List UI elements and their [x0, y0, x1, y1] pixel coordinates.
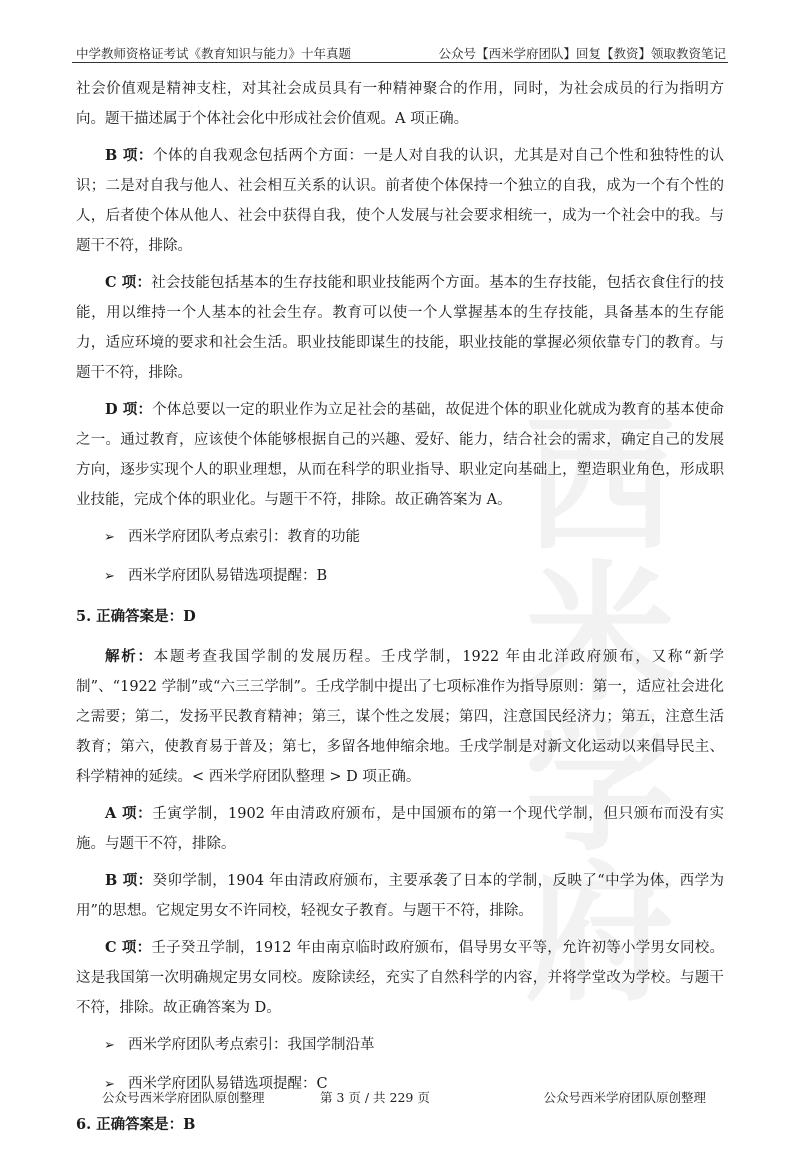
option-text: 社会技能包括基本的生存技能和职业技能两个方面。基本的生存技能，包括衣食住行的技能，用以维持一个人基本的社会生存。教育可以使一个人掌握基本的生存技能，具备基本的生存能力，适应环境的要求和社会生活。职业技能即谋生的技能，职业技能的掌握必须依靠专门的教育。与题干不符，排除。 — [76, 275, 724, 381]
header-promo: 公众号【西米学府团队】回复【教资】领取教资笔记 — [438, 46, 726, 61]
option-text: 壬寅学制，1902 年由清政府颁布，是中国颁布的第一个现代学制，但只颁布而没有实施。与题干不符，排除。 — [76, 806, 724, 852]
q4-option-d — [76, 395, 724, 515]
option-text: 壬子癸丑学制，1912 年由南京临时政府颁布，倡导男女平等，允许初等小学男女同校。这是我国第一次明确规定男女同校。废除读经，充实了自然科学的内容，并将学堂改为学校。与题干不符，排除。故正确答案为 D。 — [76, 940, 724, 1016]
q4-option-b — [76, 141, 724, 261]
q4-knowledge-point: ➢ 西米学府团队考点索引：教育的功能 — [76, 522, 724, 553]
arrow-bullet-icon: ➢ — [104, 1038, 115, 1053]
analysis-label: 解析： — [105, 648, 154, 665]
option-label: B 项： — [105, 872, 153, 889]
option-label: C 项： — [105, 274, 152, 291]
option-text: 个体的自我观念包括两个方面：一是人对自我的认识，尤其是对自己个性和独特性的认识；二是对自我与他人、社会相互关系的认识。前者使个体保持一个独立的自我，成为一个有个性的人，后者使个体从他人、社会中获得自我，使个人发展与社会要求相统一，成为一个社会中的我。与题干不符，排除。 — [76, 148, 724, 254]
page-number: 第 3 页 / 共 229 页 — [320, 1090, 430, 1105]
q5-option-b — [76, 866, 724, 926]
arrow-bullet-icon: ➢ — [104, 1077, 115, 1092]
analysis-text: 本题考查我国学制的发展历程。壬戌学制，1922 年由北洋政府颁布，又称“新学制”、“1922 学制”或“六三三学制”。壬戌学制中提出了七项标准作为指导原则：第一，适应社会进化之需要；第二，发扬平民教育精神；第三，谋个性之发展；第四，注意国民经济力；第五，注意生活教育；第六，使教育易于普及；第七，多留各地伸缩余地。壬戌学制是对新文化运动以来倡导民主、科学精神的延续。< 西米学府团队整理 > D 项正确。 — [76, 649, 725, 785]
watermark: 西米学府 — [524, 398, 675, 1022]
q5-option-c — [76, 933, 724, 1023]
q5-error-reminder: ➢ 西米学府团队易错选项提醒：C — [76, 1069, 724, 1100]
page-header — [72, 40, 728, 63]
arrow-bullet-icon: ➢ — [104, 569, 115, 584]
q4-option-c — [76, 268, 724, 388]
q4-paragraph-a: 社会价值观是精神支柱，对其社会成员具有一种精神聚合的作用，同时，为社会成员的行为指明方向。题干描述属于个体社会化中形成社会价值观。A 项正确。 — [76, 81, 724, 127]
option-label: C 项： — [105, 939, 152, 956]
q4-error-reminder: ➢ 西米学府团队易错选项提醒：B — [76, 561, 724, 592]
option-label: A 项： — [105, 805, 153, 822]
q5-knowledge-point: ➢ 西米学府团队考点索引：我国学制沿革 — [76, 1030, 724, 1061]
q6-answer-title: 6. 正确答案是：B — [76, 1116, 196, 1133]
header-title: 中学教师资格证考试《教育知识与能力》十年真题 — [76, 46, 352, 61]
option-text: 个体总要以一定的职业作为立足社会的基础，故促进个体的职业化就成为教育的基本使命之一。通过教育，应该使个体能够根据自己的兴趣、爱好、能力，结合社会的需求，确定自己的发展方向，逐步实现个人的职业理想，从而在科学的职业指导、职业定向基础上，塑造职业角色，形成职业技能，完成个体的职业化。与题干不符，排除。故正确答案为 A。 — [76, 402, 725, 508]
footer-left: 公众号西米学府团队原创整理 — [102, 1090, 265, 1105]
option-label: B 项： — [105, 147, 153, 164]
option-text: 癸卯学制，1904 年由清政府颁布，主要承袭了日本的学制，反映了“中学为体，西学为用”的思想。它规定男女不许同校，轻视女子教育。与题干不符，排除。 — [76, 873, 724, 919]
arrow-bullet-icon: ➢ — [104, 530, 115, 545]
option-label: D 项： — [105, 401, 153, 418]
page-footer — [72, 1088, 728, 1108]
page-content — [76, 74, 724, 1150]
footer-right: 公众号西米学府团队原创整理 — [543, 1090, 706, 1105]
q5-analysis — [76, 642, 724, 792]
q5-option-a — [76, 799, 724, 859]
q5-answer-title: 5. 正确答案是：D — [76, 608, 196, 625]
